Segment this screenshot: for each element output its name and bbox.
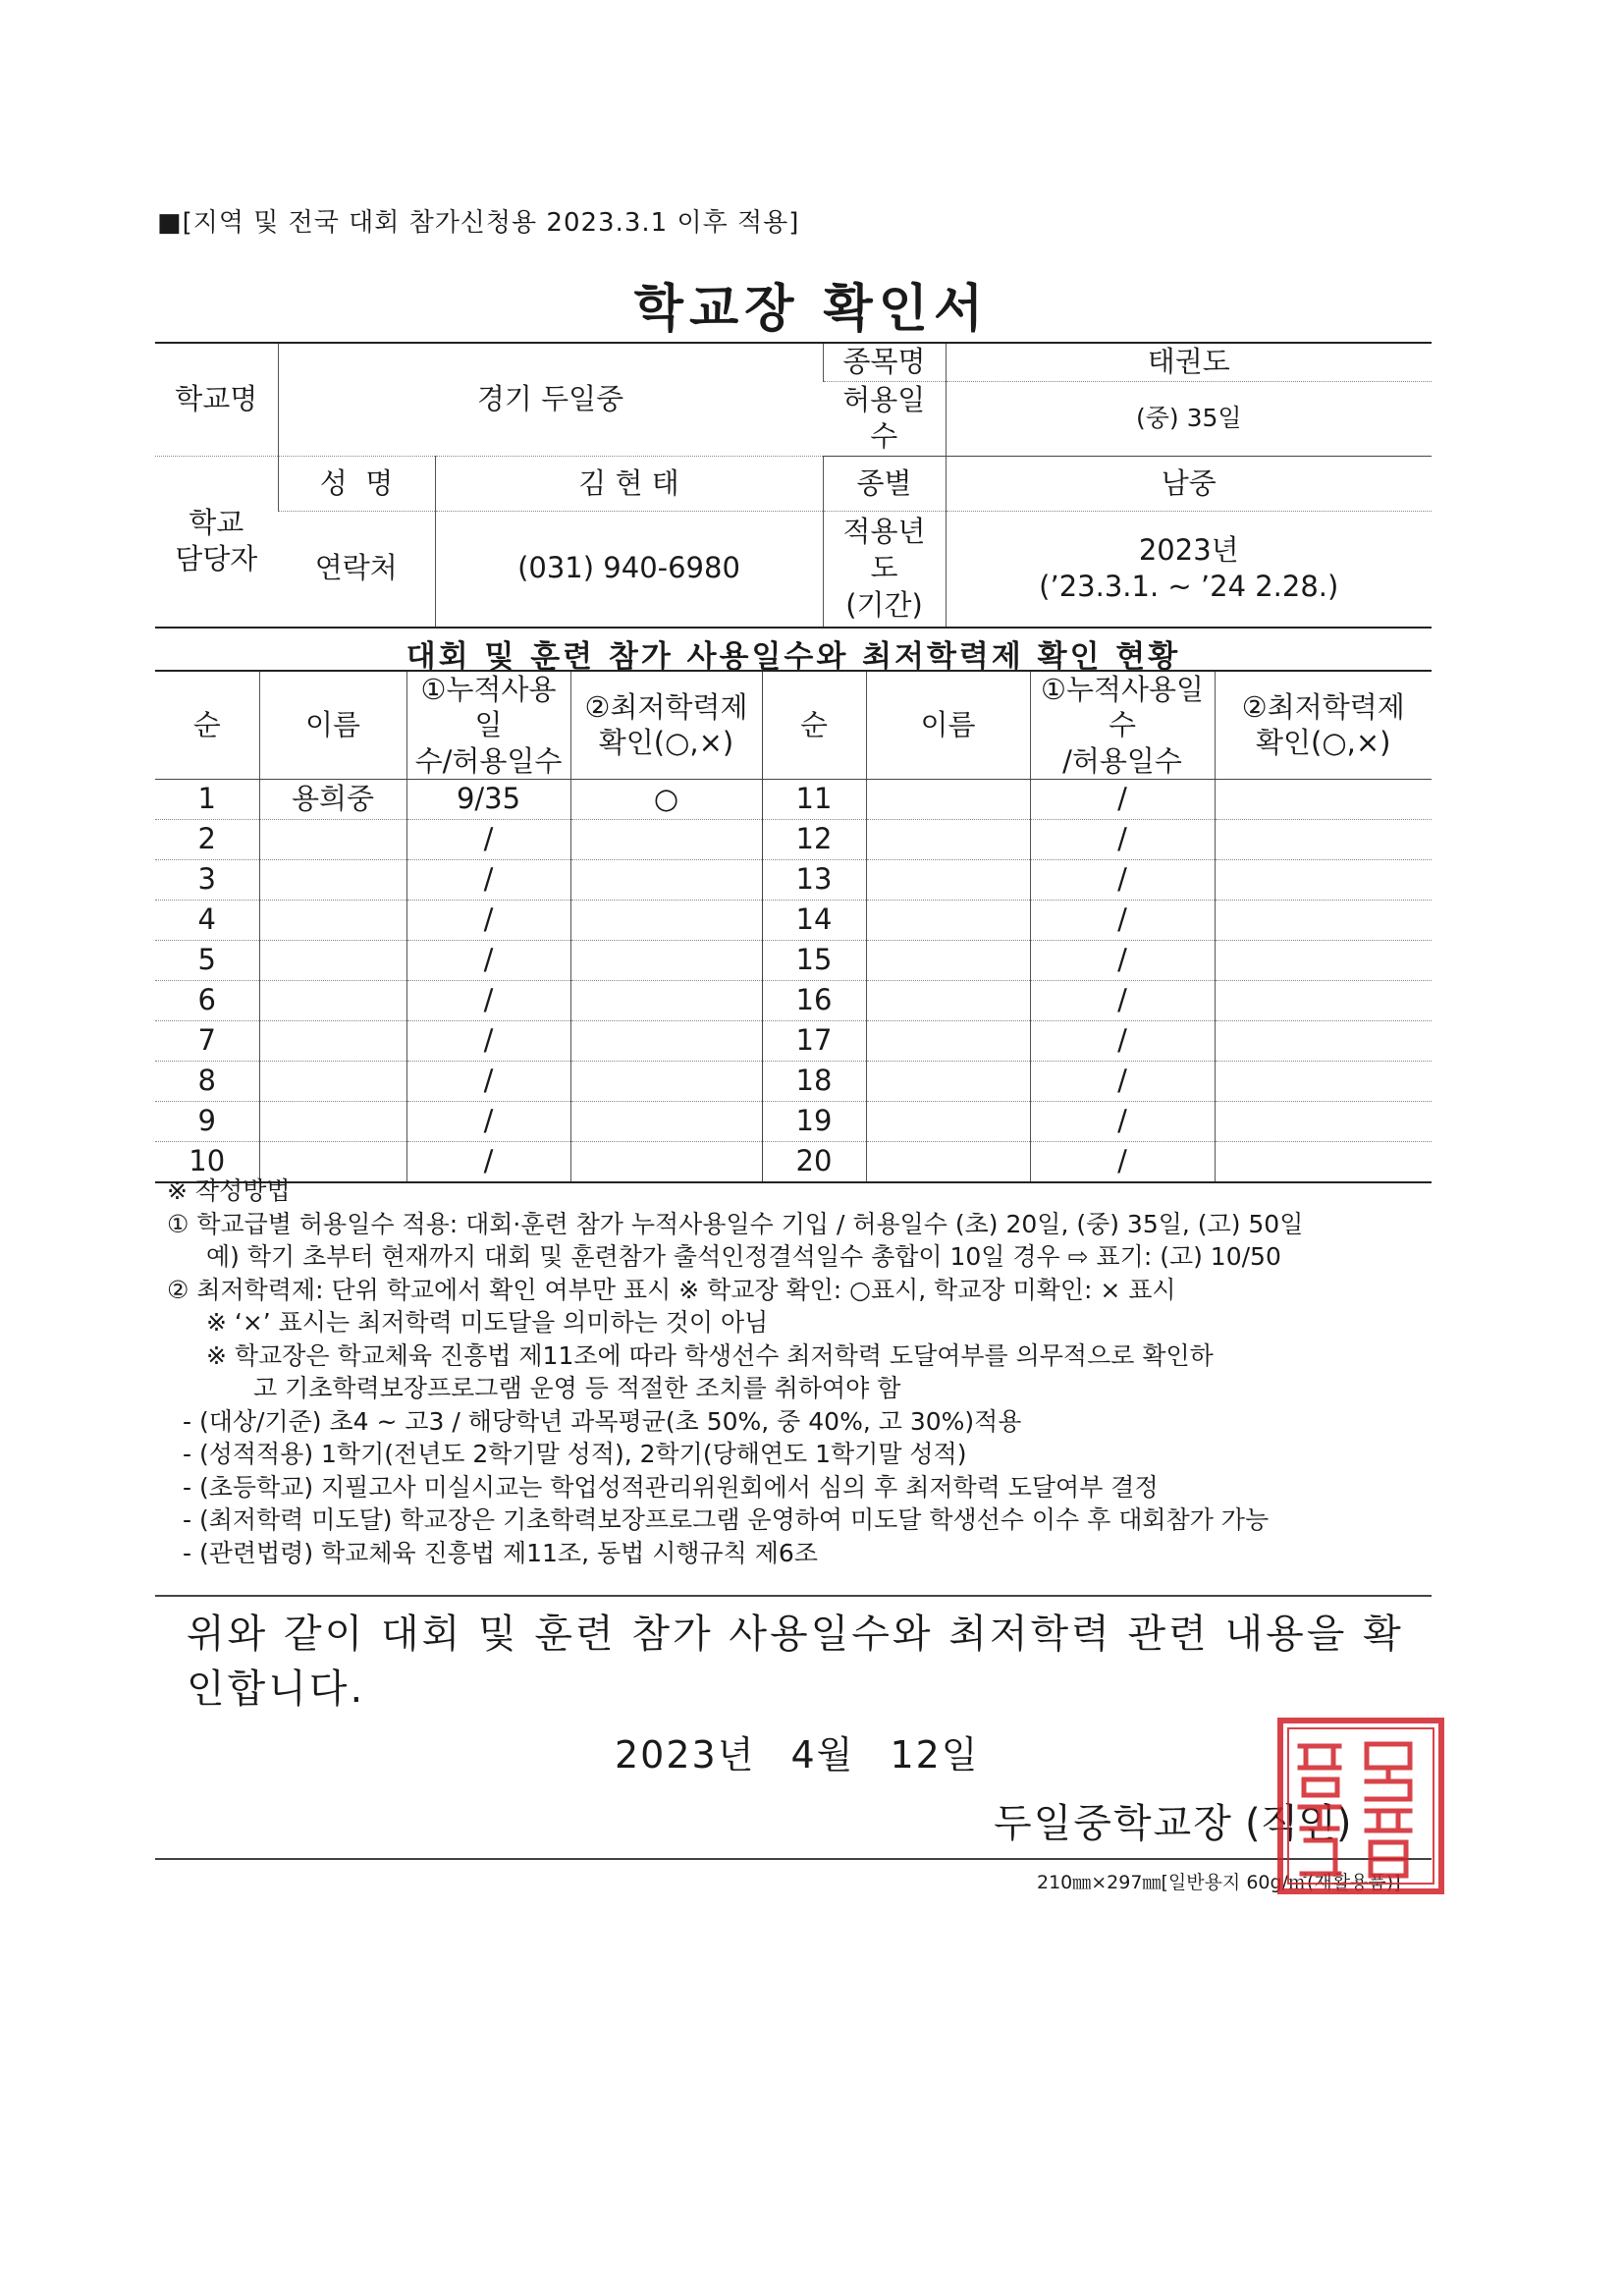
issue-date: 2023년 4월 12일	[615, 1733, 980, 1777]
cell-name-right	[866, 1101, 1030, 1141]
method-line: ① 학교급별 허용일수 적용: 대회·훈련 참가 누적사용일수 기입 / 허용일수 (초) 20일, (중) 35일, (고) 50일	[167, 1209, 1304, 1238]
header-check-right-line1: ②최저학력제	[1241, 690, 1405, 725]
cell-check	[570, 980, 762, 1020]
cell-name	[259, 940, 406, 980]
table-row	[155, 859, 1432, 900]
cell-name-right	[866, 1061, 1030, 1101]
paper-spec: 210㎜×297㎜[일반용지 60g/㎡(재활용품)]	[1037, 1872, 1401, 1893]
cell-name-right	[866, 779, 1030, 819]
cell-days: 9/35	[406, 779, 570, 819]
seal-graphic	[1280, 1721, 1441, 1891]
cell-name	[259, 980, 406, 1020]
cell-check	[570, 900, 762, 940]
table-row	[155, 1020, 1432, 1061]
cell-days-right: /	[1030, 1101, 1215, 1141]
method-line: 고 기초학력보장프로그램 운영 등 적절한 조치를 취하여야 함	[253, 1374, 901, 1402]
allowed-days-label	[823, 381, 946, 456]
cell-check	[570, 940, 762, 980]
period-text: (’23.3.1. ~ ’24 2.28.)	[1039, 570, 1339, 604]
principal-title: 두일중학교장	[994, 1801, 1233, 1846]
cell-name	[259, 1020, 406, 1061]
cell-no: 6	[155, 980, 259, 1020]
table-row	[155, 980, 1432, 1020]
school-name-value: 경기 두일중	[278, 343, 823, 457]
header-check	[570, 671, 762, 779]
category-value: 남중	[946, 457, 1432, 512]
cell-check	[570, 1020, 762, 1061]
header-days-right-line1: ①누적사용일수	[1040, 673, 1205, 742]
cell-no: 5	[155, 940, 259, 980]
cell-no-right: 12	[762, 819, 866, 859]
cell-days: /	[406, 900, 570, 940]
cell-name-right	[866, 859, 1030, 900]
cell-no: 8	[155, 1061, 259, 1101]
divider	[155, 1858, 1432, 1860]
school-name-label: 학교명	[155, 343, 278, 457]
method-line: - (대상/기준) 초4 ~ 고3 / 해당학년 과목평균(초 50%, 중 40%, 고 30%)적용	[183, 1406, 1022, 1436]
table-row	[155, 940, 1432, 980]
allowed-days-label-line1: 허용일	[842, 382, 926, 416]
table-row	[155, 900, 1432, 940]
cell-no: 1	[155, 779, 259, 819]
cell-days-right: /	[1030, 940, 1215, 980]
method-line: - (최저학력 미도달) 학교장은 기초학력보장프로그램 운영하여 미도달 학생선수 이수 후 대회참가 가능	[183, 1505, 1270, 1534]
cell-check-right	[1215, 859, 1432, 900]
cell-check	[570, 1101, 762, 1141]
status-body	[155, 779, 1432, 1182]
method-notes	[167, 1175, 1303, 1569]
cell-days: /	[406, 859, 570, 900]
cell-no: 3	[155, 859, 259, 900]
seal-glyphs-left	[1300, 1746, 1339, 1874]
cell-no: 2	[155, 819, 259, 859]
cell-no-right: 16	[762, 980, 866, 1020]
document-title: 학교장 확인서	[633, 280, 990, 339]
table-row	[155, 779, 1432, 819]
year-label-line2: 도	[870, 551, 898, 585]
divider	[155, 1595, 1432, 1597]
cell-days: /	[406, 980, 570, 1020]
header-days-right	[1030, 671, 1215, 779]
method-heading: ※ 작성방법	[167, 1176, 291, 1205]
cell-check-right	[1215, 1101, 1432, 1141]
header-check-right	[1215, 671, 1432, 779]
cell-no-right: 17	[762, 1020, 866, 1061]
status-header-row	[155, 671, 1432, 779]
event-value: 태권도	[946, 343, 1432, 381]
cell-name-right	[866, 980, 1030, 1020]
cell-no: 7	[155, 1020, 259, 1061]
cell-no: 4	[155, 900, 259, 940]
year-text: 2023년	[1138, 532, 1239, 567]
cell-check	[570, 819, 762, 859]
cell-no-right: 19	[762, 1101, 866, 1141]
cell-name: 용희중	[259, 779, 406, 819]
allowed-days-label-line2: 수	[870, 419, 898, 454]
cell-days-right: /	[1030, 1020, 1215, 1061]
cell-no: 10	[155, 1141, 259, 1182]
year-label-line1: 적용년	[842, 514, 926, 548]
header-days-line1: ①누적사용일	[420, 673, 557, 742]
cell-no: 9	[155, 1101, 259, 1141]
cell-no-right: 14	[762, 900, 866, 940]
category-label: 종별	[823, 457, 946, 512]
method-line: - (관련법령) 학교체육 진흥법 제11조, 동법 시행규칙 제6조	[183, 1538, 818, 1567]
contact-value: (031) 940-6980	[435, 512, 823, 628]
method-line: ※ 학교장은 학교체육 진흥법 제11조에 따라 학생선수 최저학력 도달여부를 의무적으로 확인하	[206, 1340, 1214, 1370]
cell-days: /	[406, 1101, 570, 1141]
status-title: 대회 및 훈련 참가 사용일수와 최저학력제 확인 현황	[406, 639, 1181, 675]
header-no: 순	[155, 671, 259, 779]
method-line: 예) 학기 초부터 현재까지 대회 및 훈련참가 출석인정결석일수 총합이 10일 경우 ⇨ 표기: (고) 10/50	[206, 1242, 1281, 1271]
method-line: ② 최저학력제: 단위 학교에서 확인 여부만 표시 ※ 학교장 확인: ○표시, 학교장 미확인: × 표시	[167, 1275, 1176, 1304]
header-check-line1: ②최저학력제	[584, 690, 748, 725]
table-row	[155, 819, 1432, 859]
manager-label	[155, 457, 278, 628]
year-label	[823, 512, 946, 628]
cell-days-right: /	[1030, 859, 1215, 900]
header-days-line2: 수/허용일수	[414, 743, 563, 778]
year-value	[946, 512, 1432, 628]
cell-name	[259, 1061, 406, 1101]
cell-check-right	[1215, 1020, 1432, 1061]
cell-check-right	[1215, 819, 1432, 859]
header-name: 이름	[259, 671, 406, 779]
cell-days-right: /	[1030, 1141, 1215, 1182]
header-days	[406, 671, 570, 779]
official-seal-stamp	[1276, 1717, 1445, 1895]
cell-name	[259, 859, 406, 900]
header-name-right: 이름	[866, 671, 1030, 779]
header-no-right: 순	[762, 671, 866, 779]
allowed-days-value: (중) 35일	[946, 381, 1432, 456]
name-label: 성 명	[278, 457, 435, 512]
manager-label-line1: 학교	[189, 505, 244, 539]
cell-days: /	[406, 940, 570, 980]
method-line: ※ ‘×’ 표시는 최저학력 미도달을 의미하는 것이 아님	[206, 1308, 769, 1337]
cell-days-right: /	[1030, 779, 1215, 819]
seal-note: (직인)	[1245, 1801, 1352, 1846]
cell-check: ○	[570, 779, 762, 819]
cell-no-right: 18	[762, 1061, 866, 1101]
header-check-right-line2: 확인(○,×)	[1256, 726, 1391, 760]
cell-days: /	[406, 819, 570, 859]
event-label: 종목명	[823, 343, 946, 381]
cell-no-right: 20	[762, 1141, 866, 1182]
cell-name	[259, 819, 406, 859]
cell-days: /	[406, 1020, 570, 1061]
cell-check	[570, 859, 762, 900]
status-table	[155, 670, 1432, 1183]
cell-name-right	[866, 1020, 1030, 1061]
confirm-text: 위와 같이 대회 및 훈련 참가 사용일수와 최저학력 관련 내용을 확인합니다.	[187, 1612, 1404, 1712]
manager-label-line2: 담당자	[175, 542, 258, 576]
cell-days-right: /	[1030, 819, 1215, 859]
document-notice: ■[지역 및 전국 대회 참가신청용 2023.3.1 이후 적용]	[157, 208, 800, 238]
cell-no-right: 11	[762, 779, 866, 819]
cell-check-right	[1215, 1061, 1432, 1101]
cell-no-right: 13	[762, 859, 866, 900]
header-check-line2: 확인(○,×)	[598, 726, 734, 760]
cell-days: /	[406, 1141, 570, 1182]
cell-check-right	[1215, 779, 1432, 819]
cell-days: /	[406, 1061, 570, 1101]
cell-check-right	[1215, 980, 1432, 1020]
seal-glyphs-right	[1367, 1744, 1410, 1876]
cell-days-right: /	[1030, 900, 1215, 940]
cell-name-right	[866, 900, 1030, 940]
cell-name	[259, 1101, 406, 1141]
cell-days-right: /	[1030, 980, 1215, 1020]
cell-check-right	[1215, 940, 1432, 980]
method-line: - (성적적용) 1학기(전년도 2학기말 성적), 2학기(당해연도 1학기말 성적)	[183, 1440, 967, 1468]
table-row	[155, 1061, 1432, 1101]
cell-check-right	[1215, 900, 1432, 940]
name-value: 김 현 태	[435, 457, 823, 512]
cell-days-right: /	[1030, 1061, 1215, 1101]
method-line: - (초등학교) 지필고사 미실시교는 학업성적관리위원회에서 심의 후 최저학력 도달여부 결정	[183, 1472, 1159, 1502]
header-days-right-line2: /허용일수	[1062, 743, 1182, 778]
cell-name-right	[866, 819, 1030, 859]
cell-name-right	[866, 940, 1030, 980]
school-info-table	[155, 342, 1432, 629]
contact-label: 연락처	[278, 512, 435, 628]
cell-no-right: 15	[762, 940, 866, 980]
year-label-line3: (기간)	[845, 588, 923, 623]
table-row	[155, 1101, 1432, 1141]
cell-name	[259, 900, 406, 940]
cell-check	[570, 1061, 762, 1101]
